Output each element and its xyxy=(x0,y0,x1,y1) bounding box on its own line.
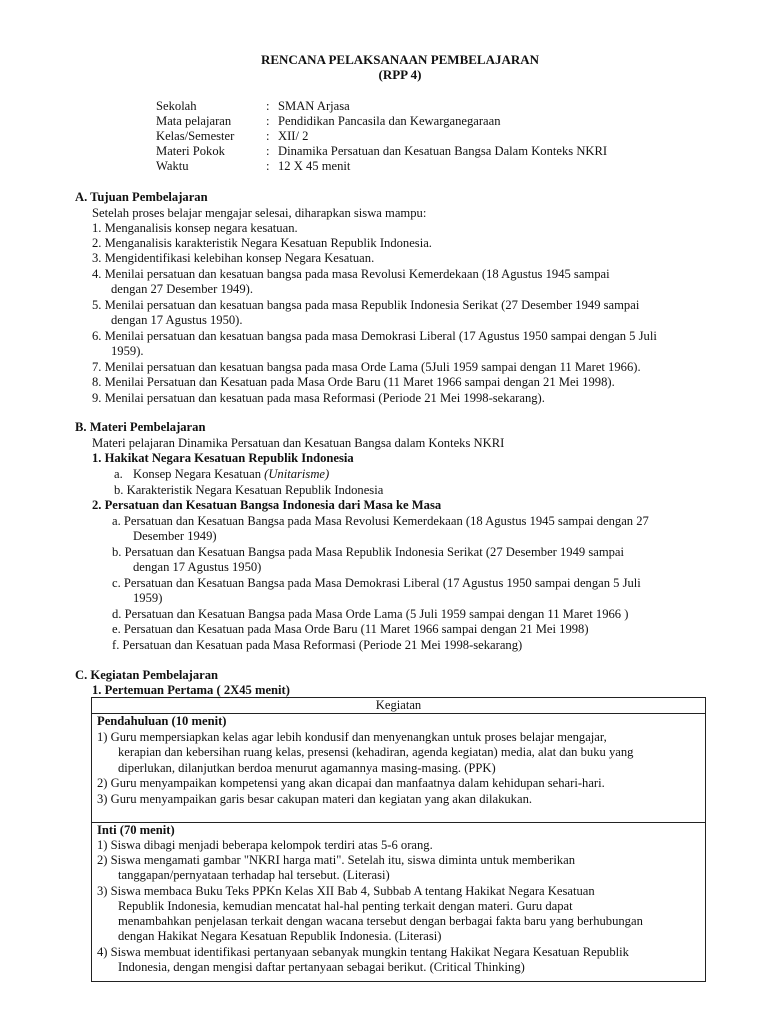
pendahuluan-title: Pendahuluan (10 menit) xyxy=(97,714,227,728)
section-c-heading: C. Kegiatan Pembelajaran xyxy=(75,668,219,682)
objective-line: 3. Mengidentifikasi kelebihan konsep Negara Kesatuan. xyxy=(92,251,375,265)
section-a-heading: A. Tujuan Pembelajaran xyxy=(75,190,208,204)
identity-label: Sekolah xyxy=(156,99,197,113)
activity-line-cont: tanggapan/pernyataan terhadap hal tersebut. (Literasi) xyxy=(118,868,390,882)
material-item: b. Persatuan dan Kesatuan Bangsa pada Masa Republik Indonesia Serikat (27 Desember 1949 sampai xyxy=(112,545,625,559)
material-item: f. Persatuan dan Kesatuan pada Masa Reformasi (Periode 21 Mei 1998-sekarang) xyxy=(112,638,523,652)
material-subheading: 1. Hakikat Negara Kesatuan Republik Indonesia xyxy=(92,451,354,465)
material-item-cont: Desember 1949) xyxy=(133,529,217,543)
identity-colon: : xyxy=(266,114,270,128)
activity-line-cont: Republik Indonesia, kemudian mencatat hal-hal penting terkait dengan materi. Guru dapat xyxy=(118,899,573,913)
activity-line: 2) Guru menyampaikan kompetensi yang akan dicapai dan manfaatnya dalam kehidupan sehari-hari. xyxy=(97,776,605,790)
activity-line-cont: dengan Hakikat Negara Kesatuan Republik Indonesia. (Literasi) xyxy=(118,929,442,943)
activity-line: 1) Siswa dibagi menjadi beberapa kelompok terdiri atas 5-6 orang. xyxy=(97,838,433,852)
table-header: Kegiatan xyxy=(375,698,422,712)
activity-line-cont: Indonesia, dengan mengisi daftar pertanyaan sebagai berikut. (Critical Thinking) xyxy=(118,960,525,974)
material-subheading: 2. Persatuan dan Kesatuan Bangsa Indonesia dari Masa ke Masa xyxy=(92,498,442,512)
activity-line: 1) Guru mempersiapkan kelas agar lebih kondusif dan menyenangkan untuk proses belajar mengajar, xyxy=(97,730,607,744)
material-item-cont: 1959) xyxy=(133,591,163,605)
material-item-text: Konsep Negara Kesatuan xyxy=(133,467,265,481)
identity-value: Pendidikan Pancasila dan Kewarganegaraan xyxy=(278,114,501,128)
objective-line-cont: dengan 27 Desember 1949). xyxy=(111,282,253,296)
objective-line: 1. Menganalisis konsep negara kesatuan. xyxy=(92,221,298,235)
inti-title: Inti (70 menit) xyxy=(97,823,175,837)
material-item xyxy=(133,467,329,482)
identity-value: 12 X 45 menit xyxy=(278,159,351,173)
identity-colon: : xyxy=(266,159,270,173)
activity-line: 2) Siswa mengamati gambar "NKRI harga mati". Setelah itu, siswa diminta untuk memberikan xyxy=(97,853,576,867)
material-item-italic: (Unitarisme) xyxy=(264,467,330,481)
identity-colon: : xyxy=(266,129,270,143)
section-b-intro: Materi pelajaran Dinamika Persatuan dan Kesatuan Bangsa dalam Konteks NKRI xyxy=(92,436,505,450)
material-item-cont: dengan 17 Agustus 1950) xyxy=(133,560,262,574)
identity-colon: : xyxy=(266,144,270,158)
objective-line: 5. Menilai persatuan dan kesatuan bangsa pada masa Republik Indonesia Serikat (27 Desember 1949 sampai xyxy=(92,298,640,312)
objective-line: 8. Menilai Persatuan dan Kesatuan pada Masa Orde Baru (11 Maret 1966 sampai dengan 21 Mei 1998). xyxy=(92,375,615,389)
material-item: e. Persatuan dan Kesatuan pada Masa Orde Baru (11 Maret 1966 sampai dengan 21 Mei 1998) xyxy=(112,622,589,636)
identity-value: SMAN Arjasa xyxy=(278,99,350,113)
objective-line: 9. Menilai persatuan dan kesatuan pada masa Reformasi (Periode 21 Mei 1998-sekarang). xyxy=(92,391,545,405)
material-item: a. Persatuan dan Kesatuan Bangsa pada Masa Revolusi Kemerdekaan (18 Agustus 1945 sampai dengan 27 xyxy=(112,514,649,528)
identity-label: Waktu xyxy=(156,159,189,173)
objective-line-cont: dengan 17 Agustus 1950). xyxy=(111,313,243,327)
activity-line-cont: diperlukan, dilanjutkan berdoa menurut agamannya masing-masing. (PPK) xyxy=(118,761,496,775)
section-b-heading: B. Materi Pembelajaran xyxy=(75,420,206,434)
activity-line-cont: kerapian dan kebersihan ruang kelas, presensi (kehadiran, agenda kegiatan) media, alat dan buku yang xyxy=(118,745,634,759)
objective-line: 4. Menilai persatuan dan kesatuan bangsa pada masa Revolusi Kemerdekaan (18 Agustus 1945 sampai xyxy=(92,267,610,281)
table-divider xyxy=(91,822,706,823)
material-item: d. Persatuan dan Kesatuan Bangsa pada Masa Orde Lama (5 Juli 1959 sampai dengan 11 Maret 1966 ) xyxy=(112,607,629,621)
identity-colon: : xyxy=(266,99,270,113)
objective-line: 7. Menilai persatuan dan kesatuan bangsa pada masa Orde Lama (5Juli 1959 sampai dengan 11 Maret 1966). xyxy=(92,360,641,374)
activity-line: 4) Siswa membuat identifikasi pertanyaan sebanyak mungkin tentang Hakikat Negara Kesatuan Republik xyxy=(97,945,629,959)
document-subtitle: (RPP 4) xyxy=(378,67,422,82)
objective-line: 2. Menganalisis karakteristik Negara Kesatuan Republik Indonesia. xyxy=(92,236,432,250)
activity-line: 3) Guru menyampaikan garis besar cakupan materi dan kegiatan yang akan dilakukan. xyxy=(97,792,533,806)
objective-line: 6. Menilai persatuan dan kesatuan bangsa pada masa Demokrasi Liberal (17 Agustus 1950 sampai dengan 5 Juli xyxy=(92,329,657,343)
identity-value: Dinamika Persatuan dan Kesatuan Bangsa Dalam Konteks NKRI xyxy=(278,144,608,158)
document-title: RENCANA PELAKSANAAN PEMBELAJARAN xyxy=(260,52,540,67)
activity-line: 3) Siswa membaca Buku Teks PPKn Kelas XII Bab 4, Subbab A tentang Hakikat Negara Kesatuan xyxy=(97,884,595,898)
identity-value: XII/ 2 xyxy=(278,129,309,143)
material-item-marker: a. xyxy=(114,467,123,481)
material-item: c. Persatuan dan Kesatuan Bangsa pada Masa Demokrasi Liberal (17 Agustus 1950 sampai dengan 5 Juli xyxy=(112,576,641,590)
identity-label: Kelas/Semester xyxy=(156,129,235,143)
identity-label: Mata pelajaran xyxy=(156,114,232,128)
identity-label: Materi Pokok xyxy=(156,144,225,158)
material-item: b. Karakteristik Negara Kesatuan Republik Indonesia xyxy=(114,483,384,497)
meeting-heading: 1. Pertemuan Pertama ( 2X45 menit) xyxy=(92,683,290,697)
objective-line-cont: 1959). xyxy=(111,344,144,358)
activity-line-cont: menambahkan penjelasan terkait dengan wacana tersebut dengan berbagai fakta baru yang berhubungan xyxy=(118,914,643,928)
section-a-intro: Setelah proses belajar mengajar selesai, diharapkan siswa mampu: xyxy=(92,206,427,220)
